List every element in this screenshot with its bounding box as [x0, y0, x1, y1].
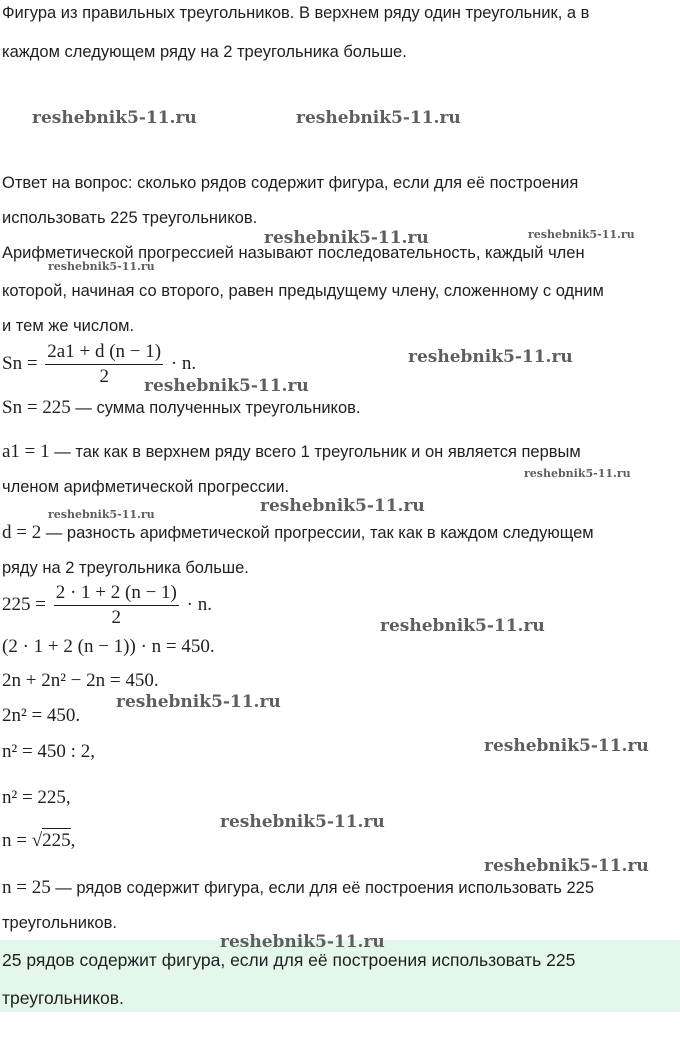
sum-formula-lhs: Sn =: [2, 352, 38, 374]
watermark: reshebnik5-11.ru: [32, 108, 197, 128]
equation-step-4: 2n² = 450.: [2, 705, 81, 726]
definition-line-2: которой, начиная со второго, равен предыдущему члену, сложенному с одним: [2, 282, 604, 300]
equation-step-1-tail: · n.: [186, 593, 212, 615]
watermark: reshebnik5-11.ru: [48, 260, 155, 273]
equation-step-1: [2, 581, 212, 630]
equation-step-1-fraction: [54, 581, 179, 630]
answer-line-1: 25 рядов содержит фигура, если для её построения использовать 225: [2, 950, 576, 970]
watermark: reshebnik5-11.ru: [524, 467, 631, 480]
intro-line-1: Фигура из правильных треугольников. В верхнем ряду один треугольник, а в: [2, 4, 590, 22]
given-sn-text: — сумма полученных треугольников.: [70, 399, 361, 417]
equation-step-6: n² = 225,: [2, 787, 71, 808]
watermark: reshebnik5-11.ru: [484, 856, 649, 876]
given-d-math: d = 2: [2, 522, 42, 543]
definition-line-1: Арифметической прогрессией называют последовательность, каждый член: [2, 244, 585, 262]
intro-line-2: каждом следующем ряду на 2 треугольника больше.: [2, 43, 407, 61]
answer-line-2: треугольников.: [2, 988, 124, 1008]
given-a1-cont: членом арифметической прогрессии.: [2, 478, 290, 496]
equation-step-7-tail: ,: [70, 830, 76, 851]
given-d-cont: ряду на 2 треугольника больше.: [2, 559, 249, 577]
equation-step-2: (2 · 1 + 2 (n − 1)) · n = 450.: [2, 636, 215, 657]
watermark: reshebnik5-11.ru: [484, 736, 649, 756]
watermark: reshebnik5-11.ru: [220, 932, 385, 952]
watermark: reshebnik5-11.ru: [260, 496, 425, 516]
equation-step-5: n² = 450 : 2,: [2, 741, 95, 762]
equation-step-7-lhs: n = √: [2, 830, 43, 851]
equation-step-1-lhs: 225 =: [2, 593, 46, 615]
given-a1-math: a1 = 1: [2, 441, 50, 462]
equation-step-8-text: — рядов содержит фигура, если для её построения использовать 225: [50, 879, 595, 897]
given-d: [2, 522, 594, 544]
given-a1: [2, 441, 581, 463]
watermark: reshebnik5-11.ru: [48, 508, 155, 521]
given-sn: [2, 397, 360, 419]
equation-step-3: 2n + 2n² − 2n = 450.: [2, 670, 159, 691]
equation-step-1-denominator: 2: [111, 607, 122, 628]
sum-formula-tail: · n.: [170, 352, 197, 374]
watermark: reshebnik5-11.ru: [528, 228, 635, 241]
given-d-text: — разность арифметической прогрессии, так как в каждом следующем: [41, 524, 594, 542]
equation-step-7-radicand: 225: [42, 830, 71, 851]
equation-step-8-math: n = 25: [2, 877, 51, 898]
equation-step-8-cont: треугольников.: [2, 914, 117, 932]
given-sn-math: Sn = 225: [2, 397, 71, 418]
question-line-2: использовать 225 треугольников.: [2, 209, 258, 227]
watermark: reshebnik5-11.ru: [220, 812, 385, 832]
watermark: reshebnik5-11.ru: [408, 347, 573, 367]
watermark: reshebnik5-11.ru: [380, 616, 545, 636]
equation-step-8: [2, 877, 594, 899]
watermark: reshebnik5-11.ru: [296, 108, 461, 128]
watermark: reshebnik5-11.ru: [144, 376, 309, 396]
sum-formula-numerator: 2a1 + d (n − 1): [45, 340, 163, 365]
watermark: reshebnik5-11.ru: [264, 228, 429, 248]
question-line-1: Ответ на вопрос: сколько рядов содержит фигура, если для её построения: [2, 174, 579, 192]
definition-line-3: и тем же числом.: [2, 317, 135, 335]
sum-formula-denominator: 2: [99, 366, 109, 387]
equation-step-7: [2, 830, 75, 852]
given-a1-text: — так как в верхнем ряду всего 1 треугольник и он является первым: [49, 443, 581, 461]
watermark: reshebnik5-11.ru: [116, 692, 281, 712]
equation-step-1-numerator: 2 · 1 + 2 (n − 1): [54, 581, 179, 606]
